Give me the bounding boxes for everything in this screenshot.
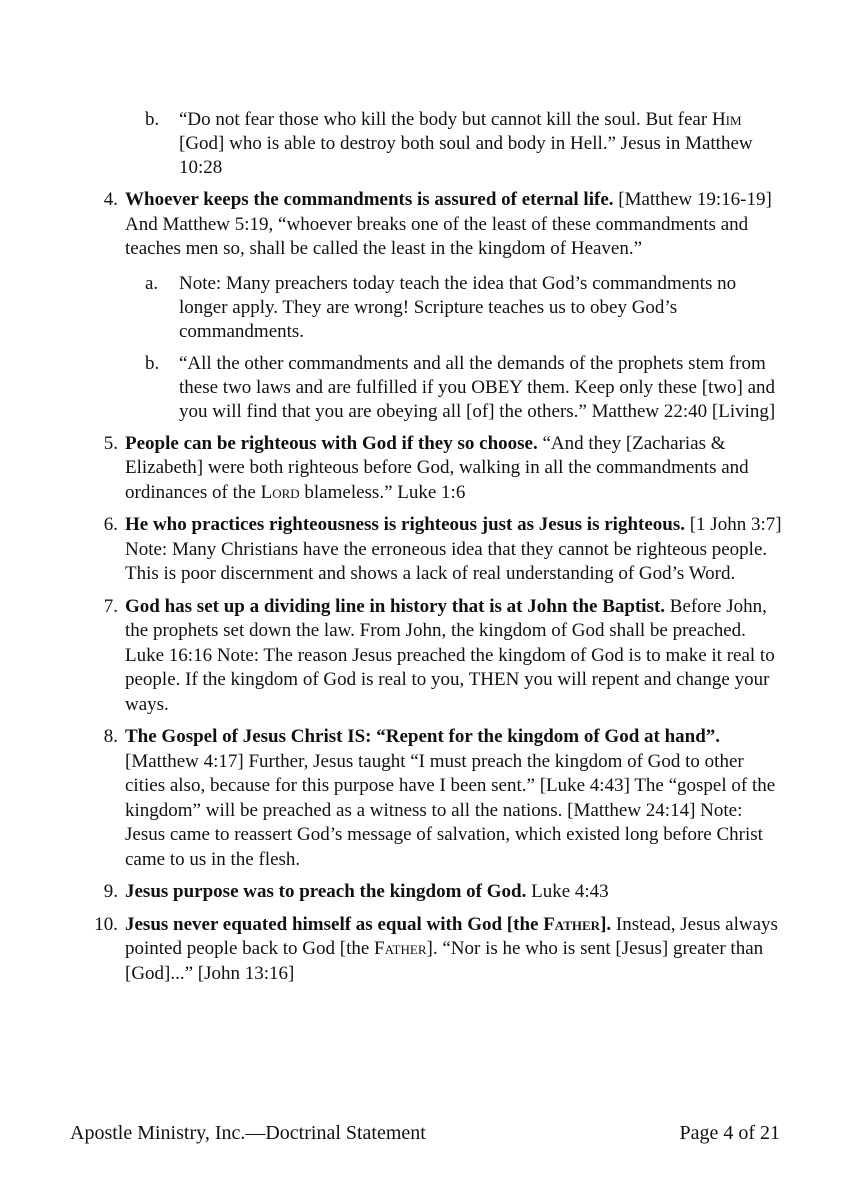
- list-item-7: 7. God has set up a dividing line in history that is at John the Baptist. Before John, the prophets set down the law. From John, the kingdom of God shall be preached. Luke 16:16 Note: The reason Jesus preached the kingdom of God is to make it real to people. If the kingdom of God is real to you, THEN you will repent and change your ways.: [103, 595, 775, 715]
- list-item-6: 6. He who practices righteousness is righteous just as Jesus is righteous. [1 John 3:7] Note: Many Christians have the erroneous idea that they cannot be righteous people. This is poor discernment and shows a lack of real understanding of God’s Word.: [103, 514, 782, 584]
- sub-item-b: b. “All the other commandments and all the demands of the prophets stem from these two laws and are fulfilled if you OBEY them. Keep only these [two] and you will find that you are obeying all [of] the others.” Matthew 22:40 [Living]: [145, 352, 776, 422]
- item-heading: He who practices righteousness is righteous just as Jesus is righteous.: [125, 514, 685, 535]
- item-heading: Jesus purpose was to preach the kingdom of God.: [125, 881, 527, 902]
- list-number: 9.: [103, 881, 118, 902]
- small-caps-father: Father: [543, 913, 601, 935]
- item-heading: People can be righteous with God if they so choose.: [125, 432, 538, 454]
- list-number: 8.: [103, 726, 118, 747]
- small-caps-father: Father: [374, 938, 427, 959]
- small-caps-lord: Lord: [260, 481, 300, 503]
- list-number: 7.: [103, 595, 118, 617]
- list-number: 5.: [103, 432, 118, 454]
- list-item-8: 8. The Gospel of Jesus Christ IS: “Repent for the kingdom of God at hand”. [Matthew 4:17] Further, Jesus taught “I must preach the kingdom of God to other cities also, because for this purpose have I been sent.” [Luke 4:43] The “gospel of the kingdom” will be preached as a witness to all the nations. [Matthew 24:14] Note: Jesus came to reassert God’s message of salvation, which existed long before Christ came to us in the flesh.: [103, 726, 776, 870]
- footer-title: Apostle Ministry, Inc.—Doctrinal Statement: [70, 1122, 426, 1144]
- small-caps-him: Him: [711, 109, 742, 130]
- list-item-4: 4. Whoever keeps the commandments is assured of eternal life. [Matthew 19:16-19] And Matthew 5:19, “whoever breaks one of the least of these commandments and teaches men so, shall be called the least in the kingdom of Heaven.” a. Note: Many preachers today teach the idea that God’s commandments no longer apply. They are wrong! Scripture teaches us to obey God’s commandments. b. “All the other commandments and all the demands of the prophets stem from these two laws and are fulfilled if you OBEY them. Keep only these [two] and you will find that you are obeying all [of] the others.” Matthew 22:40 [Living]: [125, 188, 785, 424]
- page-number: Page 4 of 21: [679, 1122, 780, 1144]
- list-number: 6.: [103, 514, 118, 535]
- sub-item-label: b.: [145, 352, 160, 374]
- list-item-5: 5. People can be righteous with God if they so choose. “And they [Zacharias & Elizabeth] were both righteous before God, walking in all the commandments and ordinances of the Lord blameless.” Luke 1:6: [103, 432, 749, 503]
- item-heading: God has set up a dividing line in history that is at John the Baptist.: [125, 595, 666, 617]
- page-footer: [70, 1122, 780, 1145]
- document-body: [0, 108, 850, 994]
- sub-item-a: a. Note: Many preachers today teach the idea that God’s commandments no longer apply. They are wrong! Scripture teaches us to obey God’s commandments.: [145, 272, 737, 342]
- sub-item-b-matthew-10-28: b. “Do not fear those who kill the body but cannot kill the soul. But fear Him [God] who is able to destroy both soul and body in Hell.” Jesus in Matthew 10:28: [145, 109, 753, 178]
- item-heading: Jesus never equated himself as equal with God [the Father].: [125, 913, 612, 935]
- item-heading: The Gospel of Jesus Christ IS: “Repent for the kingdom of God at hand”.: [125, 726, 721, 747]
- list-number: 4.: [103, 189, 118, 210]
- sub-item-label: b.: [145, 109, 160, 130]
- list-item-9: 9. Jesus purpose was to preach the kingdom of God. Luke 4:43: [125, 880, 785, 905]
- list-number: 10.: [94, 913, 118, 935]
- item-heading: Whoever keeps the commandments is assured of eternal life.: [125, 189, 614, 210]
- list-item-10: 10. Jesus never equated himself as equal with God [the Father]. Instead, Jesus always pointed people back to God [the Father]. “Nor is he who is sent [Jesus] greater than [God]...” [John 13:16]: [94, 913, 778, 984]
- sub-item-label: a.: [145, 272, 159, 294]
